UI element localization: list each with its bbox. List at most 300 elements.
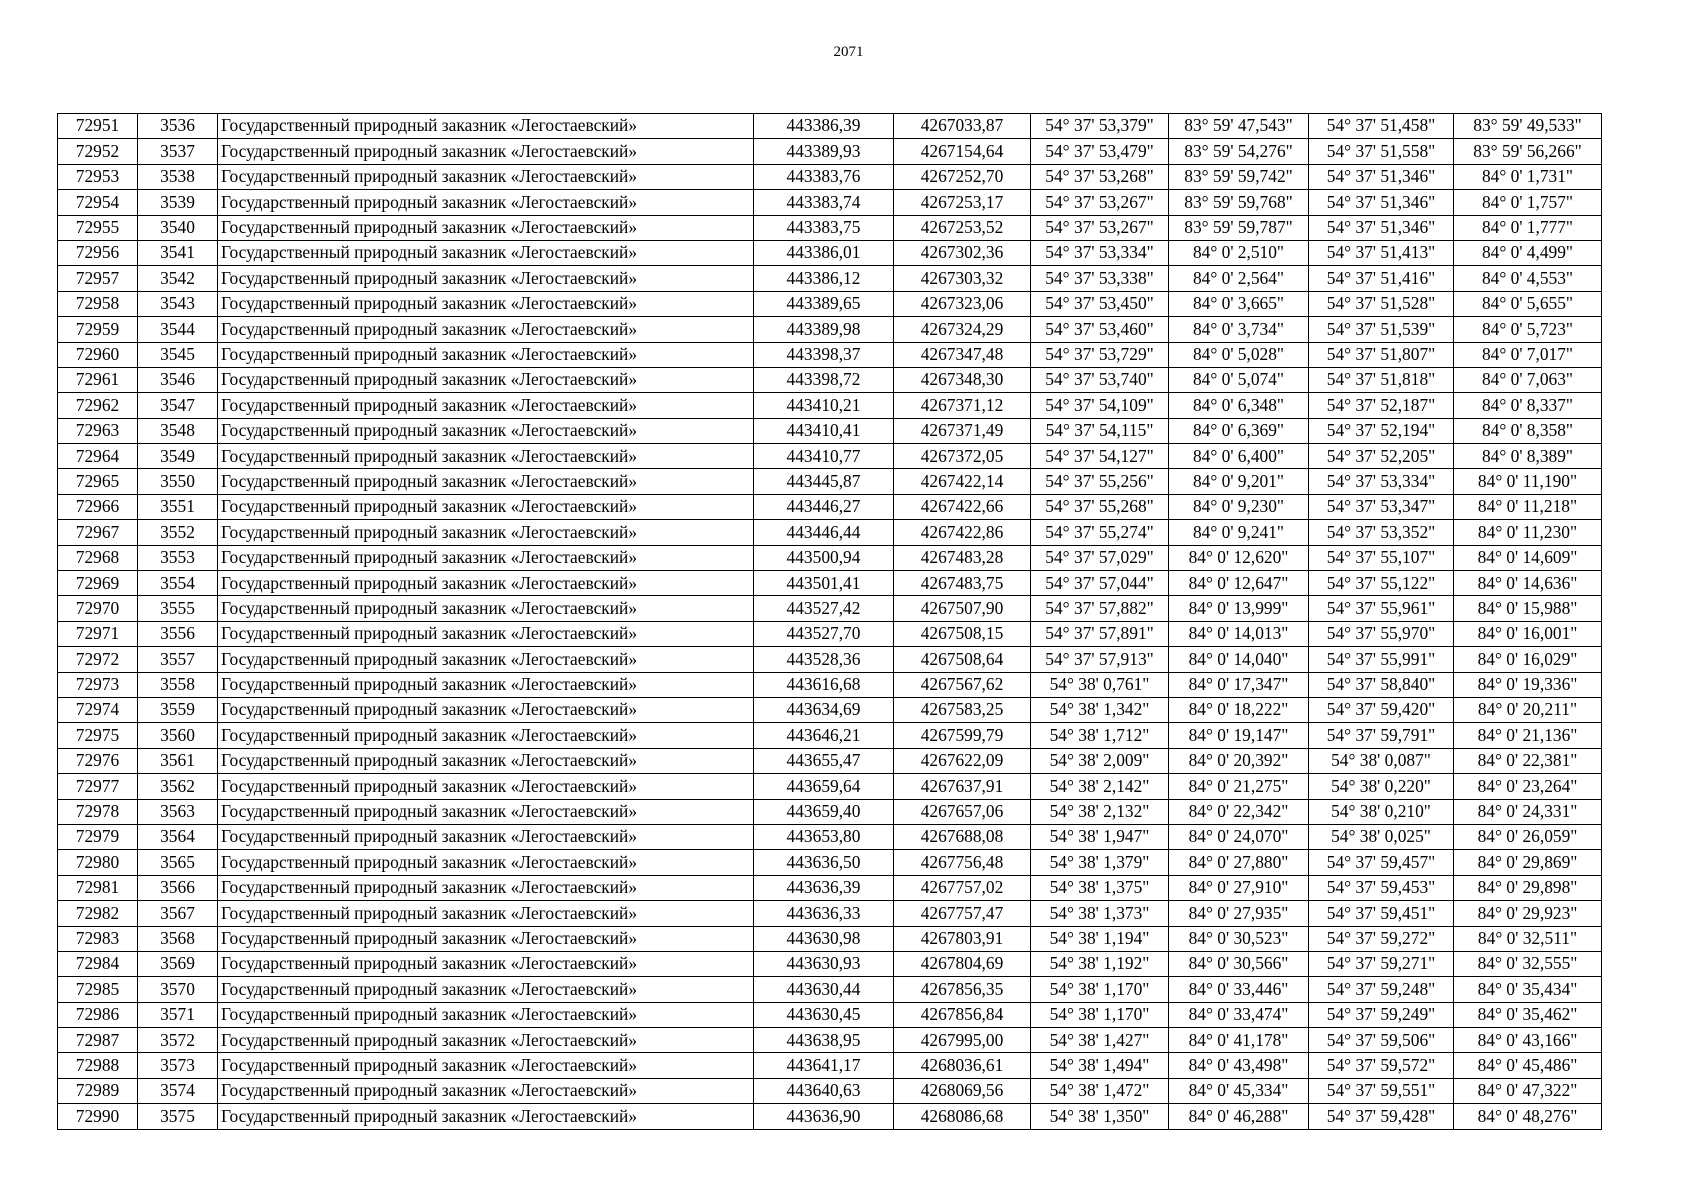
point-number-cell: 3547	[138, 393, 218, 418]
longitude-2-cell: 84° 0' 32,511"	[1454, 926, 1602, 951]
table-row	[58, 621, 1602, 646]
row-number-cell: 72954	[58, 190, 138, 215]
latitude-1-cell: 54° 38' 2,009"	[1031, 748, 1169, 773]
row-number-cell: 72975	[58, 723, 138, 748]
point-number-cell: 3563	[138, 799, 218, 824]
longitude-2-cell: 84° 0' 24,331"	[1454, 799, 1602, 824]
latitude-2-cell: 54° 37' 51,346"	[1309, 164, 1454, 189]
longitude-2-cell: 84° 0' 7,063"	[1454, 367, 1602, 392]
x-coordinate-cell: 443638,95	[754, 1028, 894, 1053]
y-coordinate-cell: 4267583,25	[894, 697, 1031, 722]
point-number-cell: 3555	[138, 596, 218, 621]
coordinates-table	[57, 113, 1602, 1130]
table-row	[58, 697, 1602, 722]
latitude-1-cell: 54° 37' 53,729"	[1031, 342, 1169, 367]
table-row	[58, 240, 1602, 265]
row-number-cell: 72977	[58, 774, 138, 799]
latitude-1-cell: 54° 37' 55,268"	[1031, 494, 1169, 519]
row-number-cell: 72971	[58, 621, 138, 646]
point-number-cell: 3565	[138, 850, 218, 875]
table-row	[58, 367, 1602, 392]
name-cell: Государственный природный заказник «Легостаевский»	[218, 469, 754, 494]
y-coordinate-cell: 4267348,30	[894, 367, 1031, 392]
longitude-1-cell: 84° 0' 6,348"	[1169, 393, 1309, 418]
longitude-2-cell: 84° 0' 29,869"	[1454, 850, 1602, 875]
latitude-1-cell: 54° 38' 1,170"	[1031, 977, 1169, 1002]
name-cell: Государственный природный заказник «Легостаевский»	[218, 621, 754, 646]
y-coordinate-cell: 4267323,06	[894, 291, 1031, 316]
y-coordinate-cell: 4267804,69	[894, 951, 1031, 976]
x-coordinate-cell: 443659,64	[754, 774, 894, 799]
name-cell: Государственный природный заказник «Легостаевский»	[218, 367, 754, 392]
y-coordinate-cell: 4267422,14	[894, 469, 1031, 494]
longitude-1-cell: 84° 0' 3,734"	[1169, 317, 1309, 342]
x-coordinate-cell: 443659,40	[754, 799, 894, 824]
latitude-2-cell: 54° 37' 59,506"	[1309, 1028, 1454, 1053]
name-cell: Государственный природный заказник «Легостаевский»	[218, 824, 754, 849]
latitude-2-cell: 54° 37' 51,416"	[1309, 266, 1454, 291]
row-number-cell: 72952	[58, 139, 138, 164]
longitude-1-cell: 84° 0' 33,474"	[1169, 1002, 1309, 1027]
y-coordinate-cell: 4267508,15	[894, 621, 1031, 646]
latitude-2-cell: 54° 37' 52,194"	[1309, 418, 1454, 443]
latitude-2-cell: 54° 37' 59,249"	[1309, 1002, 1454, 1027]
longitude-1-cell: 84° 0' 5,074"	[1169, 367, 1309, 392]
y-coordinate-cell: 4267371,12	[894, 393, 1031, 418]
latitude-2-cell: 54° 37' 51,807"	[1309, 342, 1454, 367]
table-row	[58, 824, 1602, 849]
longitude-1-cell: 84° 0' 6,400"	[1169, 444, 1309, 469]
name-cell: Государственный природный заказник «Легостаевский»	[218, 672, 754, 697]
x-coordinate-cell: 443389,98	[754, 317, 894, 342]
latitude-2-cell: 54° 38' 0,210"	[1309, 799, 1454, 824]
row-number-cell: 72961	[58, 367, 138, 392]
table-row	[58, 342, 1602, 367]
row-number-cell: 72967	[58, 520, 138, 545]
y-coordinate-cell: 4267507,90	[894, 596, 1031, 621]
point-number-cell: 3542	[138, 266, 218, 291]
longitude-1-cell: 84° 0' 9,230"	[1169, 494, 1309, 519]
latitude-2-cell: 54° 37' 53,334"	[1309, 469, 1454, 494]
longitude-2-cell: 84° 0' 45,486"	[1454, 1053, 1602, 1078]
point-number-cell: 3571	[138, 1002, 218, 1027]
longitude-2-cell: 84° 0' 35,434"	[1454, 977, 1602, 1002]
name-cell: Государственный природный заказник «Легостаевский»	[218, 418, 754, 443]
point-number-cell: 3552	[138, 520, 218, 545]
table-row	[58, 647, 1602, 672]
longitude-1-cell: 83° 59' 47,543"	[1169, 114, 1309, 139]
latitude-1-cell: 54° 38' 1,350"	[1031, 1104, 1169, 1129]
y-coordinate-cell: 4267688,08	[894, 824, 1031, 849]
name-cell: Государственный природный заказник «Легостаевский»	[218, 596, 754, 621]
row-number-cell: 72951	[58, 114, 138, 139]
longitude-2-cell: 84° 0' 16,001"	[1454, 621, 1602, 646]
x-coordinate-cell: 443383,76	[754, 164, 894, 189]
table-row	[58, 672, 1602, 697]
longitude-2-cell: 84° 0' 47,322"	[1454, 1078, 1602, 1103]
x-coordinate-cell: 443655,47	[754, 748, 894, 773]
latitude-2-cell: 54° 37' 51,458"	[1309, 114, 1454, 139]
x-coordinate-cell: 443641,17	[754, 1053, 894, 1078]
y-coordinate-cell: 4267324,29	[894, 317, 1031, 342]
latitude-1-cell: 54° 37' 53,379"	[1031, 114, 1169, 139]
table-row	[58, 520, 1602, 545]
y-coordinate-cell: 4267371,49	[894, 418, 1031, 443]
latitude-1-cell: 54° 37' 57,044"	[1031, 571, 1169, 596]
row-number-cell: 72953	[58, 164, 138, 189]
longitude-2-cell: 84° 0' 4,553"	[1454, 266, 1602, 291]
row-number-cell: 72983	[58, 926, 138, 951]
x-coordinate-cell: 443383,74	[754, 190, 894, 215]
longitude-1-cell: 84° 0' 30,523"	[1169, 926, 1309, 951]
point-number-cell: 3557	[138, 647, 218, 672]
latitude-2-cell: 54° 37' 55,122"	[1309, 571, 1454, 596]
point-number-cell: 3566	[138, 875, 218, 900]
latitude-1-cell: 54° 37' 54,109"	[1031, 393, 1169, 418]
point-number-cell: 3564	[138, 824, 218, 849]
longitude-2-cell: 84° 0' 23,264"	[1454, 774, 1602, 799]
row-number-cell: 72964	[58, 444, 138, 469]
longitude-1-cell: 84° 0' 45,334"	[1169, 1078, 1309, 1103]
longitude-2-cell: 84° 0' 5,655"	[1454, 291, 1602, 316]
latitude-1-cell: 54° 37' 57,891"	[1031, 621, 1169, 646]
name-cell: Государственный природный заказник «Легостаевский»	[218, 494, 754, 519]
y-coordinate-cell: 4267757,47	[894, 901, 1031, 926]
longitude-1-cell: 84° 0' 3,665"	[1169, 291, 1309, 316]
x-coordinate-cell: 443398,72	[754, 367, 894, 392]
y-coordinate-cell: 4268086,68	[894, 1104, 1031, 1129]
point-number-cell: 3543	[138, 291, 218, 316]
row-number-cell: 72963	[58, 418, 138, 443]
point-number-cell: 3572	[138, 1028, 218, 1053]
latitude-2-cell: 54° 37' 55,991"	[1309, 647, 1454, 672]
table-row	[58, 494, 1602, 519]
point-number-cell: 3573	[138, 1053, 218, 1078]
latitude-2-cell: 54° 37' 59,451"	[1309, 901, 1454, 926]
latitude-2-cell: 54° 37' 53,352"	[1309, 520, 1454, 545]
point-number-cell: 3548	[138, 418, 218, 443]
latitude-2-cell: 54° 38' 0,087"	[1309, 748, 1454, 773]
y-coordinate-cell: 4267567,62	[894, 672, 1031, 697]
x-coordinate-cell: 443446,27	[754, 494, 894, 519]
y-coordinate-cell: 4267637,91	[894, 774, 1031, 799]
row-number-cell: 72976	[58, 748, 138, 773]
row-number-cell: 72989	[58, 1078, 138, 1103]
latitude-1-cell: 54° 38' 1,170"	[1031, 1002, 1169, 1027]
name-cell: Государственный природный заказник «Легостаевский»	[218, 240, 754, 265]
point-number-cell: 3558	[138, 672, 218, 697]
table-row	[58, 951, 1602, 976]
longitude-1-cell: 84° 0' 12,620"	[1169, 545, 1309, 570]
table-row	[58, 266, 1602, 291]
latitude-1-cell: 54° 37' 57,913"	[1031, 647, 1169, 672]
point-number-cell: 3567	[138, 901, 218, 926]
longitude-2-cell: 84° 0' 14,609"	[1454, 545, 1602, 570]
x-coordinate-cell: 443616,68	[754, 672, 894, 697]
latitude-1-cell: 54° 37' 53,450"	[1031, 291, 1169, 316]
table-row	[58, 393, 1602, 418]
point-number-cell: 3574	[138, 1078, 218, 1103]
longitude-1-cell: 84° 0' 12,647"	[1169, 571, 1309, 596]
name-cell: Государственный природный заказник «Легостаевский»	[218, 977, 754, 1002]
x-coordinate-cell: 443410,77	[754, 444, 894, 469]
longitude-1-cell: 84° 0' 33,446"	[1169, 977, 1309, 1002]
point-number-cell: 3536	[138, 114, 218, 139]
name-cell: Государственный природный заказник «Легостаевский»	[218, 545, 754, 570]
longitude-2-cell: 84° 0' 1,757"	[1454, 190, 1602, 215]
point-number-cell: 3575	[138, 1104, 218, 1129]
longitude-1-cell: 83° 59' 54,276"	[1169, 139, 1309, 164]
y-coordinate-cell: 4267253,52	[894, 215, 1031, 240]
y-coordinate-cell: 4267657,06	[894, 799, 1031, 824]
row-number-cell: 72972	[58, 647, 138, 672]
x-coordinate-cell: 443634,69	[754, 697, 894, 722]
table-row	[58, 723, 1602, 748]
table-row	[58, 164, 1602, 189]
latitude-1-cell: 54° 38' 1,373"	[1031, 901, 1169, 926]
x-coordinate-cell: 443389,65	[754, 291, 894, 316]
longitude-2-cell: 84° 0' 5,723"	[1454, 317, 1602, 342]
latitude-1-cell: 54° 38' 1,427"	[1031, 1028, 1169, 1053]
name-cell: Государственный природный заказник «Легостаевский»	[218, 647, 754, 672]
longitude-2-cell: 84° 0' 15,988"	[1454, 596, 1602, 621]
x-coordinate-cell: 443527,42	[754, 596, 894, 621]
latitude-1-cell: 54° 37' 54,115"	[1031, 418, 1169, 443]
y-coordinate-cell: 4267757,02	[894, 875, 1031, 900]
latitude-2-cell: 54° 37' 51,413"	[1309, 240, 1454, 265]
name-cell: Государственный природный заказник «Легостаевский»	[218, 723, 754, 748]
row-number-cell: 72962	[58, 393, 138, 418]
row-number-cell: 72986	[58, 1002, 138, 1027]
row-number-cell: 72985	[58, 977, 138, 1002]
row-number-cell: 72978	[58, 799, 138, 824]
longitude-1-cell: 84° 0' 17,347"	[1169, 672, 1309, 697]
latitude-2-cell: 54° 37' 59,420"	[1309, 697, 1454, 722]
x-coordinate-cell: 443630,45	[754, 1002, 894, 1027]
longitude-1-cell: 84° 0' 5,028"	[1169, 342, 1309, 367]
y-coordinate-cell: 4267372,05	[894, 444, 1031, 469]
longitude-1-cell: 84° 0' 20,392"	[1169, 748, 1309, 773]
latitude-1-cell: 54° 38' 1,194"	[1031, 926, 1169, 951]
longitude-2-cell: 83° 59' 49,533"	[1454, 114, 1602, 139]
latitude-2-cell: 54° 37' 55,961"	[1309, 596, 1454, 621]
x-coordinate-cell: 443527,70	[754, 621, 894, 646]
x-coordinate-cell: 443636,39	[754, 875, 894, 900]
row-number-cell: 72990	[58, 1104, 138, 1129]
name-cell: Государственный природный заказник «Легостаевский»	[218, 1104, 754, 1129]
y-coordinate-cell: 4267856,84	[894, 1002, 1031, 1027]
longitude-2-cell: 84° 0' 29,898"	[1454, 875, 1602, 900]
y-coordinate-cell: 4267756,48	[894, 850, 1031, 875]
point-number-cell: 3537	[138, 139, 218, 164]
name-cell: Государственный природный заказник «Легостаевский»	[218, 190, 754, 215]
longitude-1-cell: 83° 59' 59,742"	[1169, 164, 1309, 189]
name-cell: Государственный природный заказник «Легостаевский»	[218, 1002, 754, 1027]
point-number-cell: 3569	[138, 951, 218, 976]
table-row	[58, 418, 1602, 443]
point-number-cell: 3551	[138, 494, 218, 519]
longitude-2-cell: 84° 0' 16,029"	[1454, 647, 1602, 672]
latitude-2-cell: 54° 37' 52,187"	[1309, 393, 1454, 418]
latitude-2-cell: 54° 37' 59,428"	[1309, 1104, 1454, 1129]
table-row	[58, 190, 1602, 215]
latitude-1-cell: 54° 37' 55,274"	[1031, 520, 1169, 545]
latitude-1-cell: 54° 37' 55,256"	[1031, 469, 1169, 494]
latitude-2-cell: 54° 37' 59,457"	[1309, 850, 1454, 875]
x-coordinate-cell: 443528,36	[754, 647, 894, 672]
latitude-2-cell: 54° 37' 51,346"	[1309, 190, 1454, 215]
point-number-cell: 3570	[138, 977, 218, 1002]
point-number-cell: 3568	[138, 926, 218, 951]
name-cell: Государственный природный заказник «Легостаевский»	[218, 317, 754, 342]
latitude-2-cell: 54° 37' 55,970"	[1309, 621, 1454, 646]
table-row	[58, 571, 1602, 596]
latitude-2-cell: 54° 37' 59,453"	[1309, 875, 1454, 900]
longitude-2-cell: 84° 0' 29,923"	[1454, 901, 1602, 926]
longitude-1-cell: 84° 0' 30,566"	[1169, 951, 1309, 976]
latitude-2-cell: 54° 37' 59,271"	[1309, 951, 1454, 976]
longitude-1-cell: 84° 0' 27,910"	[1169, 875, 1309, 900]
latitude-2-cell: 54° 37' 59,248"	[1309, 977, 1454, 1002]
point-number-cell: 3540	[138, 215, 218, 240]
table-row	[58, 1002, 1602, 1027]
name-cell: Государственный природный заказник «Легостаевский»	[218, 1028, 754, 1053]
name-cell: Государственный природный заказник «Легостаевский»	[218, 926, 754, 951]
longitude-1-cell: 84° 0' 14,040"	[1169, 647, 1309, 672]
latitude-1-cell: 54° 38' 1,494"	[1031, 1053, 1169, 1078]
longitude-1-cell: 84° 0' 18,222"	[1169, 697, 1309, 722]
longitude-1-cell: 84° 0' 13,999"	[1169, 596, 1309, 621]
table-row	[58, 1053, 1602, 1078]
table-row	[58, 901, 1602, 926]
latitude-2-cell: 54° 37' 53,347"	[1309, 494, 1454, 519]
latitude-1-cell: 54° 38' 2,142"	[1031, 774, 1169, 799]
longitude-2-cell: 84° 0' 21,136"	[1454, 723, 1602, 748]
longitude-2-cell: 84° 0' 8,358"	[1454, 418, 1602, 443]
latitude-2-cell: 54° 37' 58,840"	[1309, 672, 1454, 697]
longitude-2-cell: 84° 0' 8,389"	[1454, 444, 1602, 469]
point-number-cell: 3561	[138, 748, 218, 773]
row-number-cell: 72974	[58, 697, 138, 722]
table-row	[58, 139, 1602, 164]
y-coordinate-cell: 4267803,91	[894, 926, 1031, 951]
point-number-cell: 3556	[138, 621, 218, 646]
latitude-2-cell: 54° 37' 51,346"	[1309, 215, 1454, 240]
point-number-cell: 3546	[138, 367, 218, 392]
point-number-cell: 3560	[138, 723, 218, 748]
latitude-1-cell: 54° 37' 57,029"	[1031, 545, 1169, 570]
y-coordinate-cell: 4268036,61	[894, 1053, 1031, 1078]
latitude-2-cell: 54° 37' 51,558"	[1309, 139, 1454, 164]
y-coordinate-cell: 4267856,35	[894, 977, 1031, 1002]
longitude-2-cell: 84° 0' 1,731"	[1454, 164, 1602, 189]
longitude-1-cell: 84° 0' 46,288"	[1169, 1104, 1309, 1129]
table-row	[58, 850, 1602, 875]
x-coordinate-cell: 443398,37	[754, 342, 894, 367]
name-cell: Государственный природный заказник «Легостаевский»	[218, 875, 754, 900]
longitude-1-cell: 84° 0' 22,342"	[1169, 799, 1309, 824]
latitude-2-cell: 54° 37' 59,272"	[1309, 926, 1454, 951]
row-number-cell: 72979	[58, 824, 138, 849]
longitude-1-cell: 84° 0' 27,935"	[1169, 901, 1309, 926]
name-cell: Государственный природный заказник «Легостаевский»	[218, 850, 754, 875]
page-number: 2071	[833, 44, 864, 60]
x-coordinate-cell: 443500,94	[754, 545, 894, 570]
row-number-cell: 72957	[58, 266, 138, 291]
table-row	[58, 291, 1602, 316]
latitude-1-cell: 54° 38' 1,379"	[1031, 850, 1169, 875]
table-row	[58, 114, 1602, 139]
longitude-1-cell: 84° 0' 19,147"	[1169, 723, 1309, 748]
longitude-1-cell: 84° 0' 27,880"	[1169, 850, 1309, 875]
table-row	[58, 1104, 1602, 1129]
latitude-1-cell: 54° 38' 1,192"	[1031, 951, 1169, 976]
x-coordinate-cell: 443446,44	[754, 520, 894, 545]
row-number-cell: 72965	[58, 469, 138, 494]
name-cell: Государственный природный заказник «Легостаевский»	[218, 799, 754, 824]
row-number-cell: 72970	[58, 596, 138, 621]
longitude-1-cell: 83° 59' 59,768"	[1169, 190, 1309, 215]
longitude-1-cell: 84° 0' 2,564"	[1169, 266, 1309, 291]
table-row	[58, 545, 1602, 570]
y-coordinate-cell: 4267347,48	[894, 342, 1031, 367]
row-number-cell: 72988	[58, 1053, 138, 1078]
point-number-cell: 3539	[138, 190, 218, 215]
table-row	[58, 1078, 1602, 1103]
longitude-2-cell: 84° 0' 22,381"	[1454, 748, 1602, 773]
longitude-1-cell: 84° 0' 43,498"	[1169, 1053, 1309, 1078]
latitude-1-cell: 54° 38' 1,712"	[1031, 723, 1169, 748]
longitude-2-cell: 84° 0' 11,190"	[1454, 469, 1602, 494]
y-coordinate-cell: 4267995,00	[894, 1028, 1031, 1053]
point-number-cell: 3549	[138, 444, 218, 469]
latitude-1-cell: 54° 38' 1,472"	[1031, 1078, 1169, 1103]
y-coordinate-cell: 4267154,64	[894, 139, 1031, 164]
name-cell: Государственный природный заказник «Легостаевский»	[218, 951, 754, 976]
latitude-1-cell: 54° 37' 53,334"	[1031, 240, 1169, 265]
name-cell: Государственный природный заказник «Легостаевский»	[218, 444, 754, 469]
longitude-1-cell: 83° 59' 59,787"	[1169, 215, 1309, 240]
table-body	[58, 114, 1602, 1130]
longitude-2-cell: 84° 0' 19,336"	[1454, 672, 1602, 697]
latitude-1-cell: 54° 37' 53,268"	[1031, 164, 1169, 189]
x-coordinate-cell: 443636,90	[754, 1104, 894, 1129]
point-number-cell: 3550	[138, 469, 218, 494]
name-cell: Государственный природный заказник «Легостаевский»	[218, 342, 754, 367]
name-cell: Государственный природный заказник «Легостаевский»	[218, 291, 754, 316]
latitude-1-cell: 54° 37' 54,127"	[1031, 444, 1169, 469]
point-number-cell: 3545	[138, 342, 218, 367]
x-coordinate-cell: 443389,93	[754, 139, 894, 164]
y-coordinate-cell: 4267033,87	[894, 114, 1031, 139]
table-row	[58, 469, 1602, 494]
name-cell: Государственный природный заказник «Легостаевский»	[218, 901, 754, 926]
y-coordinate-cell: 4267483,75	[894, 571, 1031, 596]
longitude-2-cell: 84° 0' 4,499"	[1454, 240, 1602, 265]
row-number-cell: 72955	[58, 215, 138, 240]
table-row	[58, 799, 1602, 824]
name-cell: Государственный природный заказник «Легостаевский»	[218, 520, 754, 545]
longitude-2-cell: 84° 0' 32,555"	[1454, 951, 1602, 976]
row-number-cell: 72969	[58, 571, 138, 596]
row-number-cell: 72956	[58, 240, 138, 265]
longitude-2-cell: 84° 0' 43,166"	[1454, 1028, 1602, 1053]
x-coordinate-cell: 443636,33	[754, 901, 894, 926]
name-cell: Государственный природный заказник «Легостаевский»	[218, 1053, 754, 1078]
name-cell: Государственный природный заказник «Легостаевский»	[218, 748, 754, 773]
latitude-1-cell: 54° 37' 53,479"	[1031, 139, 1169, 164]
latitude-1-cell: 54° 38' 2,132"	[1031, 799, 1169, 824]
